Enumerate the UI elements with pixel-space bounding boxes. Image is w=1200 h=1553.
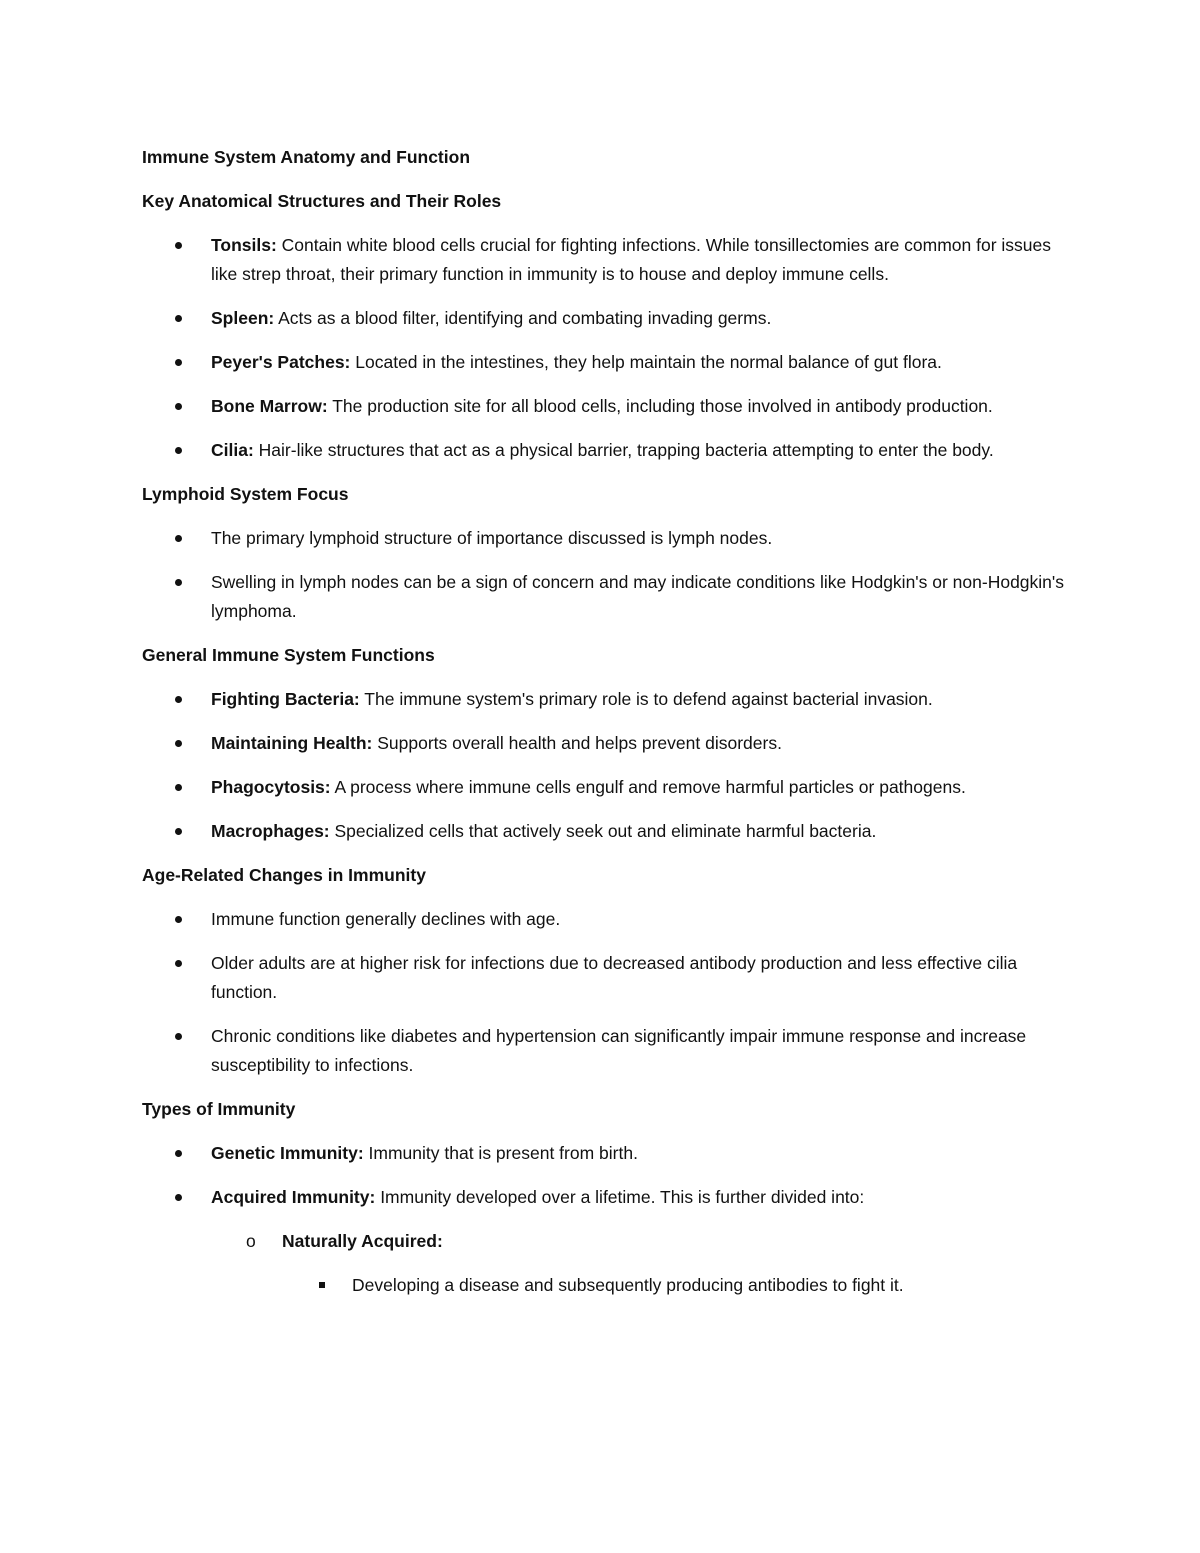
item-text: Immunity developed over a lifetime. This is further divided into: (375, 1187, 865, 1207)
list-item (142, 1022, 1072, 1080)
section-heading: Age-Related Changes in Immunity (142, 865, 426, 885)
list-item (142, 304, 1072, 333)
bullet-icon (175, 535, 182, 542)
item-text: Older adults are at higher risk for infections due to decreased antibody production and less effective cilia function. (211, 953, 1018, 1002)
list-item (142, 568, 1072, 626)
item-text: Hair-like structures that act as a physical barrier, trapping bacteria attempting to enter the body. (253, 440, 994, 460)
list-item (142, 685, 1072, 714)
bullet-list (142, 1139, 1072, 1300)
sub-list-item (211, 1227, 1072, 1300)
item-term: Cilia: (211, 440, 254, 460)
list-item (142, 392, 1072, 421)
item-term: Bone Marrow: (211, 396, 328, 416)
bullet-icon (175, 447, 182, 454)
bullet-icon (175, 1194, 182, 1201)
sub-sub-list (282, 1271, 1072, 1300)
item-term: Maintaining Health: (211, 733, 373, 753)
item-term: Acquired Immunity: (211, 1187, 376, 1207)
item-term: Peyer's Patches: (211, 352, 351, 372)
list-item (142, 1183, 1072, 1300)
section-heading: General Immune System Functions (142, 645, 435, 665)
document-body (142, 143, 1072, 1315)
item-text: The production site for all blood cells, including those involved in antibody production. (327, 396, 993, 416)
bullet-list (142, 524, 1072, 626)
bullet-icon (175, 315, 182, 322)
bullet-icon (175, 916, 182, 923)
section-heading: Lymphoid System Focus (142, 484, 349, 504)
bullet-icon (175, 1150, 182, 1157)
bullet-list (142, 231, 1072, 465)
item-term: Spleen: (211, 308, 275, 328)
bullet-icon (175, 403, 182, 410)
list-item (142, 1139, 1072, 1168)
bullet-icon (175, 359, 182, 366)
bullet-icon (175, 784, 182, 791)
bullet-icon (175, 828, 182, 835)
item-text: Swelling in lymph nodes can be a sign of concern and may indicate conditions like Hodgkin's or non-Hodgkin's lymphoma. (211, 572, 1064, 621)
item-text: The immune system's primary role is to defend against bacterial invasion. (359, 689, 933, 709)
item-term: Fighting Bacteria: (211, 689, 360, 709)
bullet-icon (175, 579, 182, 586)
item-text: The primary lymphoid structure of importance discussed is lymph nodes. (211, 528, 773, 548)
item-text: Immune function generally declines with age. (211, 909, 561, 929)
list-item (142, 773, 1072, 802)
item-term: Macrophages: (211, 821, 330, 841)
list-item (142, 729, 1072, 758)
list-item (142, 817, 1072, 846)
sub-sub-list-item (282, 1271, 1072, 1300)
list-item (142, 436, 1072, 465)
bullet-list (142, 905, 1072, 1080)
bullet-icon (175, 740, 182, 747)
item-text: Contain white blood cells crucial for fighting infections. While tonsillectomies are common for issues like strep throat, their primary function in immunity is to house and deploy immune cells. (211, 235, 1052, 284)
bullet-icon (175, 960, 182, 967)
list-item (142, 231, 1072, 289)
list-item (142, 905, 1072, 934)
item-text: Acts as a blood filter, identifying and combating invading germs. (274, 308, 772, 328)
item-term: Tonsils: (211, 235, 277, 255)
document-title: Immune System Anatomy and Function (142, 147, 471, 167)
item-text: Chronic conditions like diabetes and hypertension can significantly impair immune response and increase susceptibility to infections. (211, 1026, 1027, 1075)
item-text: A process where immune cells engulf and remove harmful particles or pathogens. (330, 777, 966, 797)
item-text: Located in the intestines, they help maintain the normal balance of gut flora. (350, 352, 942, 372)
bullet-list (142, 685, 1072, 846)
bullet-icon (175, 1033, 182, 1040)
item-term: Phagocytosis: (211, 777, 331, 797)
bullet-icon (175, 696, 182, 703)
list-item (142, 949, 1072, 1007)
item-term: Genetic Immunity: (211, 1143, 364, 1163)
circle-bullet-icon: o (246, 1231, 256, 1251)
bullet-icon (175, 242, 182, 249)
sub-item-term: Naturally Acquired: (282, 1231, 443, 1251)
list-item (142, 524, 1072, 553)
sub-sub-item-text: Developing a disease and subsequently producing antibodies to fight it. (352, 1275, 904, 1295)
section-heading: Key Anatomical Structures and Their Roles (142, 191, 502, 211)
item-text: Supports overall health and helps prevent disorders. (372, 733, 782, 753)
sub-list (211, 1227, 1072, 1300)
square-bullet-icon (319, 1282, 325, 1288)
section-heading: Types of Immunity (142, 1099, 296, 1119)
item-text: Immunity that is present from birth. (363, 1143, 638, 1163)
item-text: Specialized cells that actively seek out and eliminate harmful bacteria. (329, 821, 877, 841)
list-item (142, 348, 1072, 377)
